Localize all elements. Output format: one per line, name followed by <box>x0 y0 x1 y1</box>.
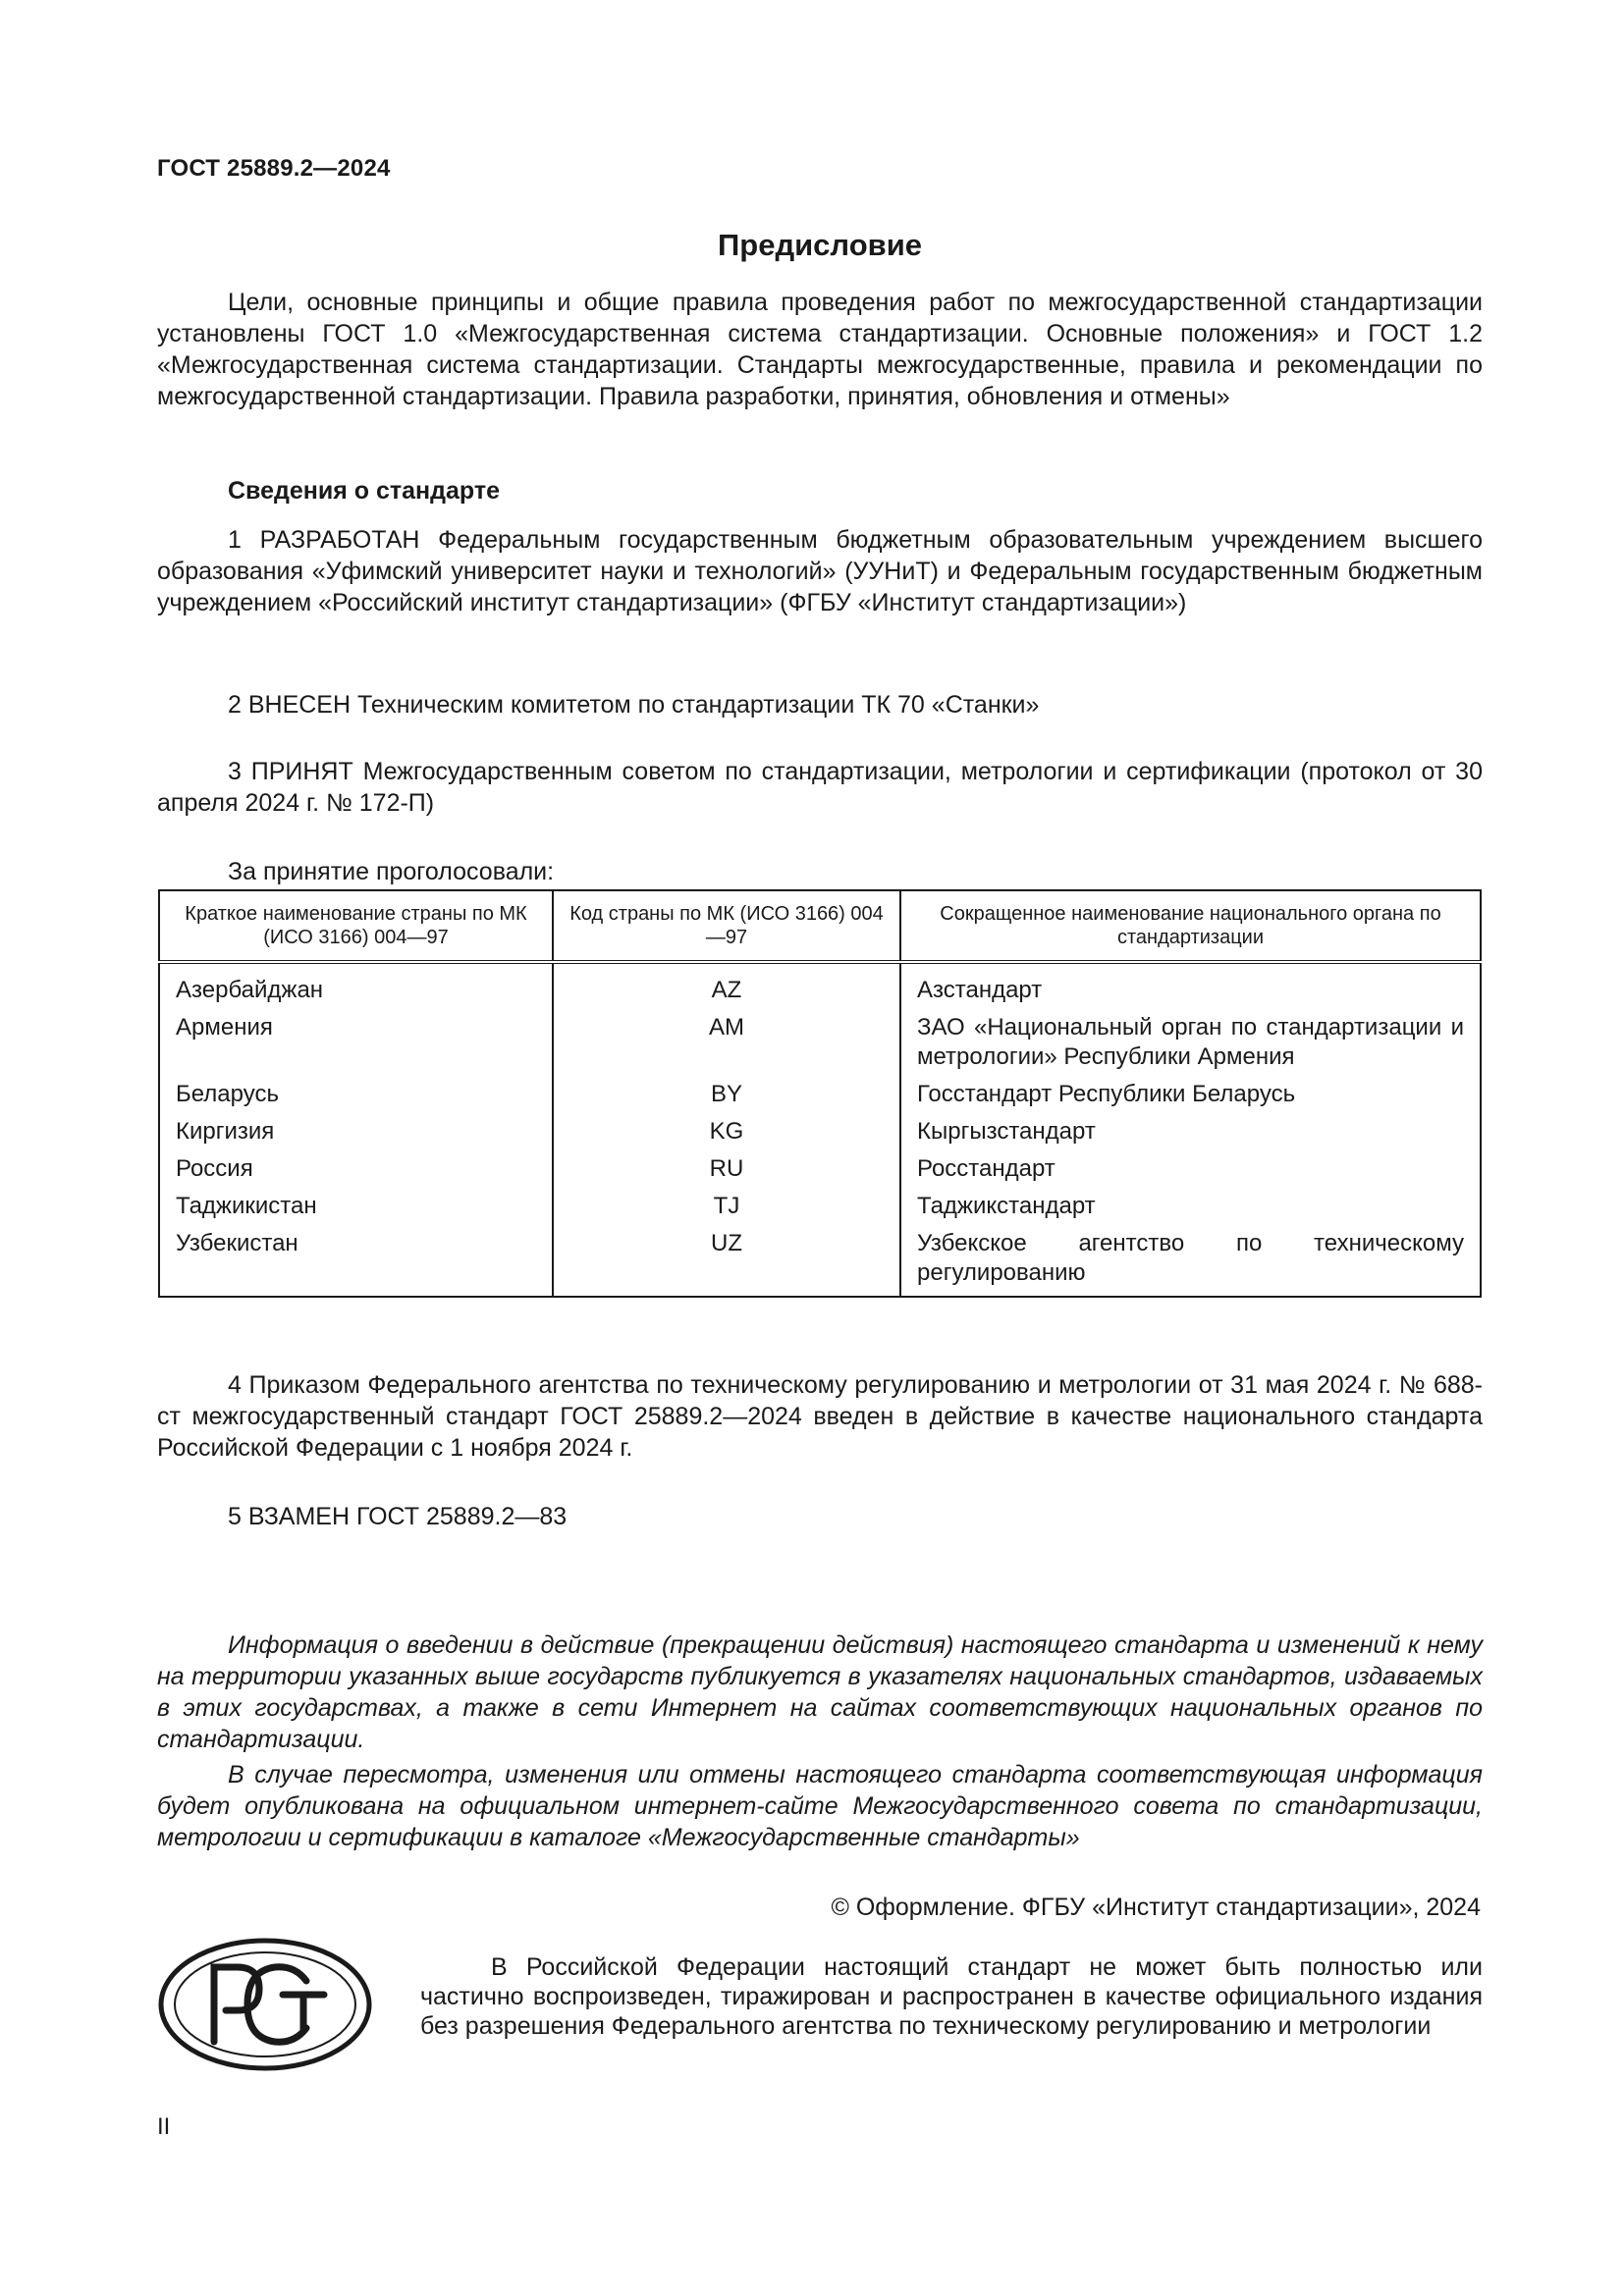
cell-body: Росстандарт <box>900 1147 1481 1184</box>
item-4-paragraph: 4 Приказом Федерального агентства по техническому регулированию и метрологии от 31 мая 2024 г. № 688-ст межгосударственный стандарт ГОСТ 25889.2—2024 введен в действие в качестве национального стандарта Российской Федерации с 1 ноября 2024 г. <box>157 1371 1483 1462</box>
table-row <box>159 1147 1481 1184</box>
cell-body: Азстандарт <box>900 962 1481 1005</box>
header-country-code: Код страны по МК (ИСО 3166) 004—97 <box>553 890 900 962</box>
copyright-line: © Оформление. ФГБУ «Институт стандартизации», 2024 <box>831 1894 1481 1921</box>
table-header-row <box>159 890 1481 962</box>
page-title: Предисловие <box>717 228 922 262</box>
item-5-paragraph: 5 ВЗАМЕН ГОСТ 25889.2—83 <box>228 1503 568 1530</box>
cell-code: UZ <box>553 1221 900 1297</box>
reproduction-notice: В Российской Федерации настоящий стандарт не может быть полностью или частично воспроизведен, тиражирован и распространен в качестве официального издания без разрешения Федерального агентства по техническому регулированию и метрологии <box>420 1953 1483 2040</box>
cell-code: TJ <box>553 1184 900 1221</box>
pct-certification-logo-icon <box>157 1936 373 2073</box>
table-row <box>159 1109 1481 1147</box>
cell-code: AM <box>553 1005 900 1072</box>
implementation-info-paragraph: Информация о введении в действие (прекращении действия) настоящего стандарта и изменений к нему на территории указанных выше государств публикуется в указателях национальных стандартов, издаваемых в этих государствах, а также в сети Интернет на сайтах соответствующих национальных органов по стандартизации. <box>157 1631 1483 1753</box>
item-3-paragraph: 3 ПРИНЯТ Межгосударственным советом по стандартизации, метрологии и сертификации (протокол от 30 апреля 2024 г. № 172-П) <box>157 758 1483 817</box>
header-national-body: Сокращенное наименование национального органа по стандартизации <box>900 890 1481 962</box>
cell-body: Госстандарт Республики Беларусь <box>900 1072 1481 1109</box>
cell-code: AZ <box>553 962 900 1005</box>
table-row <box>159 1221 1481 1297</box>
cell-code: RU <box>553 1147 900 1184</box>
cell-country: Узбекистан <box>159 1221 553 1297</box>
revision-info-paragraph: В случае пересмотра, изменения или отмены настоящего стандарта соответствующая информация будет опубликована на официальном интернет-сайте Межгосударственного совета по стандартизации, метрологии и сертификации в каталоге «Межгосударственные стандарты» <box>157 1761 1483 1851</box>
item-1-paragraph: 1 РАЗРАБОТАН Федеральным государственным бюджетным образовательным учреждением высшего образования «Уфимский университет науки и технологий» (УУНиТ) и Федеральным государственным бюджетным учреждением «Российский институт стандартизации» (ФГБУ «Институт стандартизации») <box>157 526 1483 616</box>
intro-paragraph: Цели, основные принципы и общие правила проведения работ по межгосударственной стандартизации установлены ГОСТ 1.0 «Межгосударственная система стандартизации. Основные положения» и ГОСТ 1.2 «Межгосударственная система стандартизации. Стандарты межгосударственные, правила и рекомендации по межгосударственной стандартизации. Правила разработки, принятия, обновления и отмены» <box>157 289 1483 410</box>
table-row <box>159 962 1481 1005</box>
header-country-name: Краткое наименование страны по МК (ИСО 3166) 004—97 <box>159 890 553 962</box>
table-row <box>159 1184 1481 1221</box>
document-code: ГОСТ 25889.2—2024 <box>157 155 391 182</box>
cell-body: ЗАО «Национальный орган по стандартизации и метрологии» Республики Армения <box>900 1005 1481 1072</box>
cell-country: Беларусь <box>159 1072 553 1109</box>
item-2-paragraph: 2 ВНЕСЕН Техническим комитетом по стандартизации ТК 70 «Станки» <box>228 691 1040 719</box>
cell-country: Азербайджан <box>159 962 553 1005</box>
vote-label: За принятие проголосовали: <box>228 858 555 885</box>
table-row <box>159 1005 1481 1072</box>
info-heading: Сведения о стандарте <box>228 477 501 505</box>
cell-body: Узбекское агентство по техническому регулированию <box>900 1221 1481 1297</box>
cell-country: Таджикистан <box>159 1184 553 1221</box>
table-row <box>159 1072 1481 1109</box>
member-states-table <box>158 889 1482 1298</box>
cell-code: KG <box>553 1109 900 1147</box>
cell-code: BY <box>553 1072 900 1109</box>
cell-body: Таджикстандарт <box>900 1184 1481 1221</box>
page-number: II <box>157 2113 171 2140</box>
cell-country: Россия <box>159 1147 553 1184</box>
cell-country: Армения <box>159 1005 553 1072</box>
cell-country: Киргизия <box>159 1109 553 1147</box>
cell-body: Кыргызстандарт <box>900 1109 1481 1147</box>
